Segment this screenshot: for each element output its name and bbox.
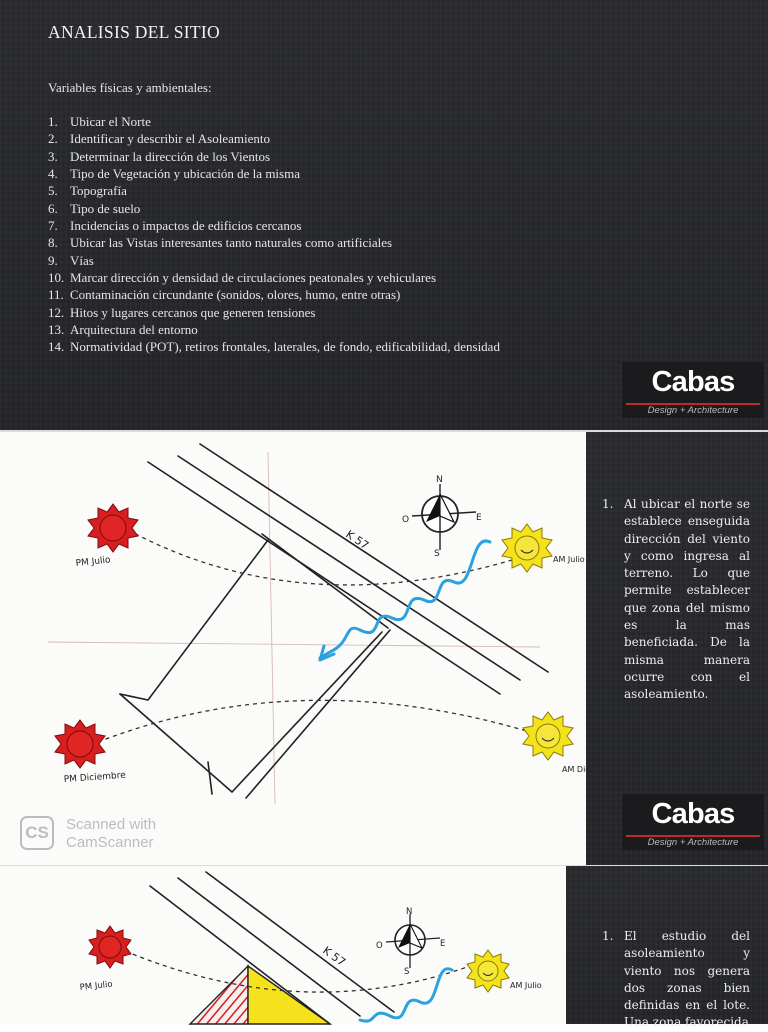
list-item: 6. Tipo de suelo <box>48 200 141 216</box>
zones-sketch-drawing <box>0 866 566 1024</box>
camscanner-icon: CS <box>20 816 54 850</box>
label-pm-julio: PM Julio <box>75 555 112 569</box>
logo-brand: Cabas <box>651 366 735 398</box>
sun-pm-july-icon <box>89 926 131 968</box>
list-item: 3. Determinar la dirección de los Vientos <box>48 148 271 164</box>
label-am-diciembre: AM Dici <box>562 765 592 774</box>
zones-sketch <box>0 866 566 1024</box>
slide-site-analysis <box>0 0 768 432</box>
site-sketch-drawing <box>0 432 592 866</box>
compass-icon <box>386 914 440 968</box>
compass-s-label: S <box>434 549 440 559</box>
list-item: 1. Ubicar el Norte <box>48 114 151 129</box>
compass-o-label: O <box>402 515 410 525</box>
favored-zone <box>248 966 330 1024</box>
slide-divider <box>0 865 768 866</box>
list-item: 10. Marcar dirección y densidad de circulaciones peatonales y vehiculares <box>48 270 436 286</box>
slide-zones-sketch <box>0 866 768 1030</box>
compass-n-label: N <box>436 475 443 485</box>
label-pm-julio: PM Julio <box>79 979 114 993</box>
list-item: 13. Arquitectura del entorno <box>48 322 198 338</box>
sun-pm-july-icon <box>88 504 138 552</box>
list-item: 4. Tipo de Vegetación y ubicación de la misma <box>48 166 300 182</box>
lot-edge <box>246 630 390 798</box>
slide-subtitle: Variables físicas y ambientales: <box>48 80 212 95</box>
slide-orientation-sketch <box>0 432 768 866</box>
construction-line <box>268 452 275 804</box>
list-item: 14. Normatividad (POT), retiros frontales, laterales, de fondo, edificabilidad, densidad <box>48 339 500 355</box>
lot-edge <box>120 540 268 700</box>
label-road-k57: K 57 <box>320 943 348 969</box>
compass-n-label: N <box>406 907 413 917</box>
cabas-logo <box>622 794 764 850</box>
list-item: 2. Identificar y describir el Asoleamiento <box>48 131 270 147</box>
camscanner-text: Scanned with CamScanner <box>66 816 157 851</box>
list-item: 11. Contaminación circundante (sonidos, olores, humo, entre otras) <box>48 287 401 303</box>
compass-icon <box>412 484 476 550</box>
slide-note: 1. Al ubicar el norte se establece enseguida dirección del viento y como ingresa al terreno. Lo que permite establecer que zona del mismo es la mas beneficiada. De la misma manera ocurre con el asoleamiento. <box>602 497 750 702</box>
sun-path-july <box>118 948 470 992</box>
unfavored-zone <box>190 966 248 1024</box>
label-pm-diciembre: PM Diciembre <box>63 770 127 785</box>
logo-brand: Cabas <box>651 798 735 830</box>
label-road-k57: K 57 <box>343 527 372 553</box>
lot-edge <box>208 762 212 794</box>
list-item: 8. Ubicar las Vistas interesantes tanto naturales como artificiales <box>48 235 393 251</box>
variables-list <box>48 113 500 356</box>
sun-am-july-icon <box>502 524 552 572</box>
lot-edge <box>120 632 382 792</box>
cabas-logo <box>622 362 764 418</box>
wind-direction-icon <box>320 541 490 658</box>
label-am-julio: AM Julio <box>553 555 585 564</box>
slide-note: 1. El estudio del asoleamiento y viento nos genera dos zonas bien definidas en el lote. Una zona favorecida <box>602 929 750 1030</box>
logo-tagline: Design + Architecture <box>647 405 739 416</box>
list-item: 7. Incidencias o impactos de edificios cercanos <box>48 218 302 234</box>
logo-tagline: Design + Architecture <box>647 837 739 848</box>
label-am-julio: AM Julio <box>510 981 542 990</box>
compass-s-label: S <box>404 967 410 977</box>
road-line <box>200 444 548 672</box>
camscanner-watermark <box>20 814 190 854</box>
sun-path-december <box>98 700 530 742</box>
list-item: 9. Vías <box>48 252 94 268</box>
site-sketch <box>0 432 592 866</box>
compass-o-label: O <box>376 941 383 951</box>
list-item: 5. Topografía <box>48 183 127 199</box>
list-item: 12. Hitos y lugares cercanos que generen tensiones <box>48 304 316 320</box>
sun-am-july-icon <box>467 950 509 992</box>
sun-pm-december-icon <box>55 720 105 768</box>
compass-e-label: E <box>476 513 482 523</box>
slide-title: ANALISIS DEL SITIO <box>48 22 220 42</box>
sun-am-december-icon <box>523 712 573 760</box>
compass-e-label: E <box>440 939 446 949</box>
